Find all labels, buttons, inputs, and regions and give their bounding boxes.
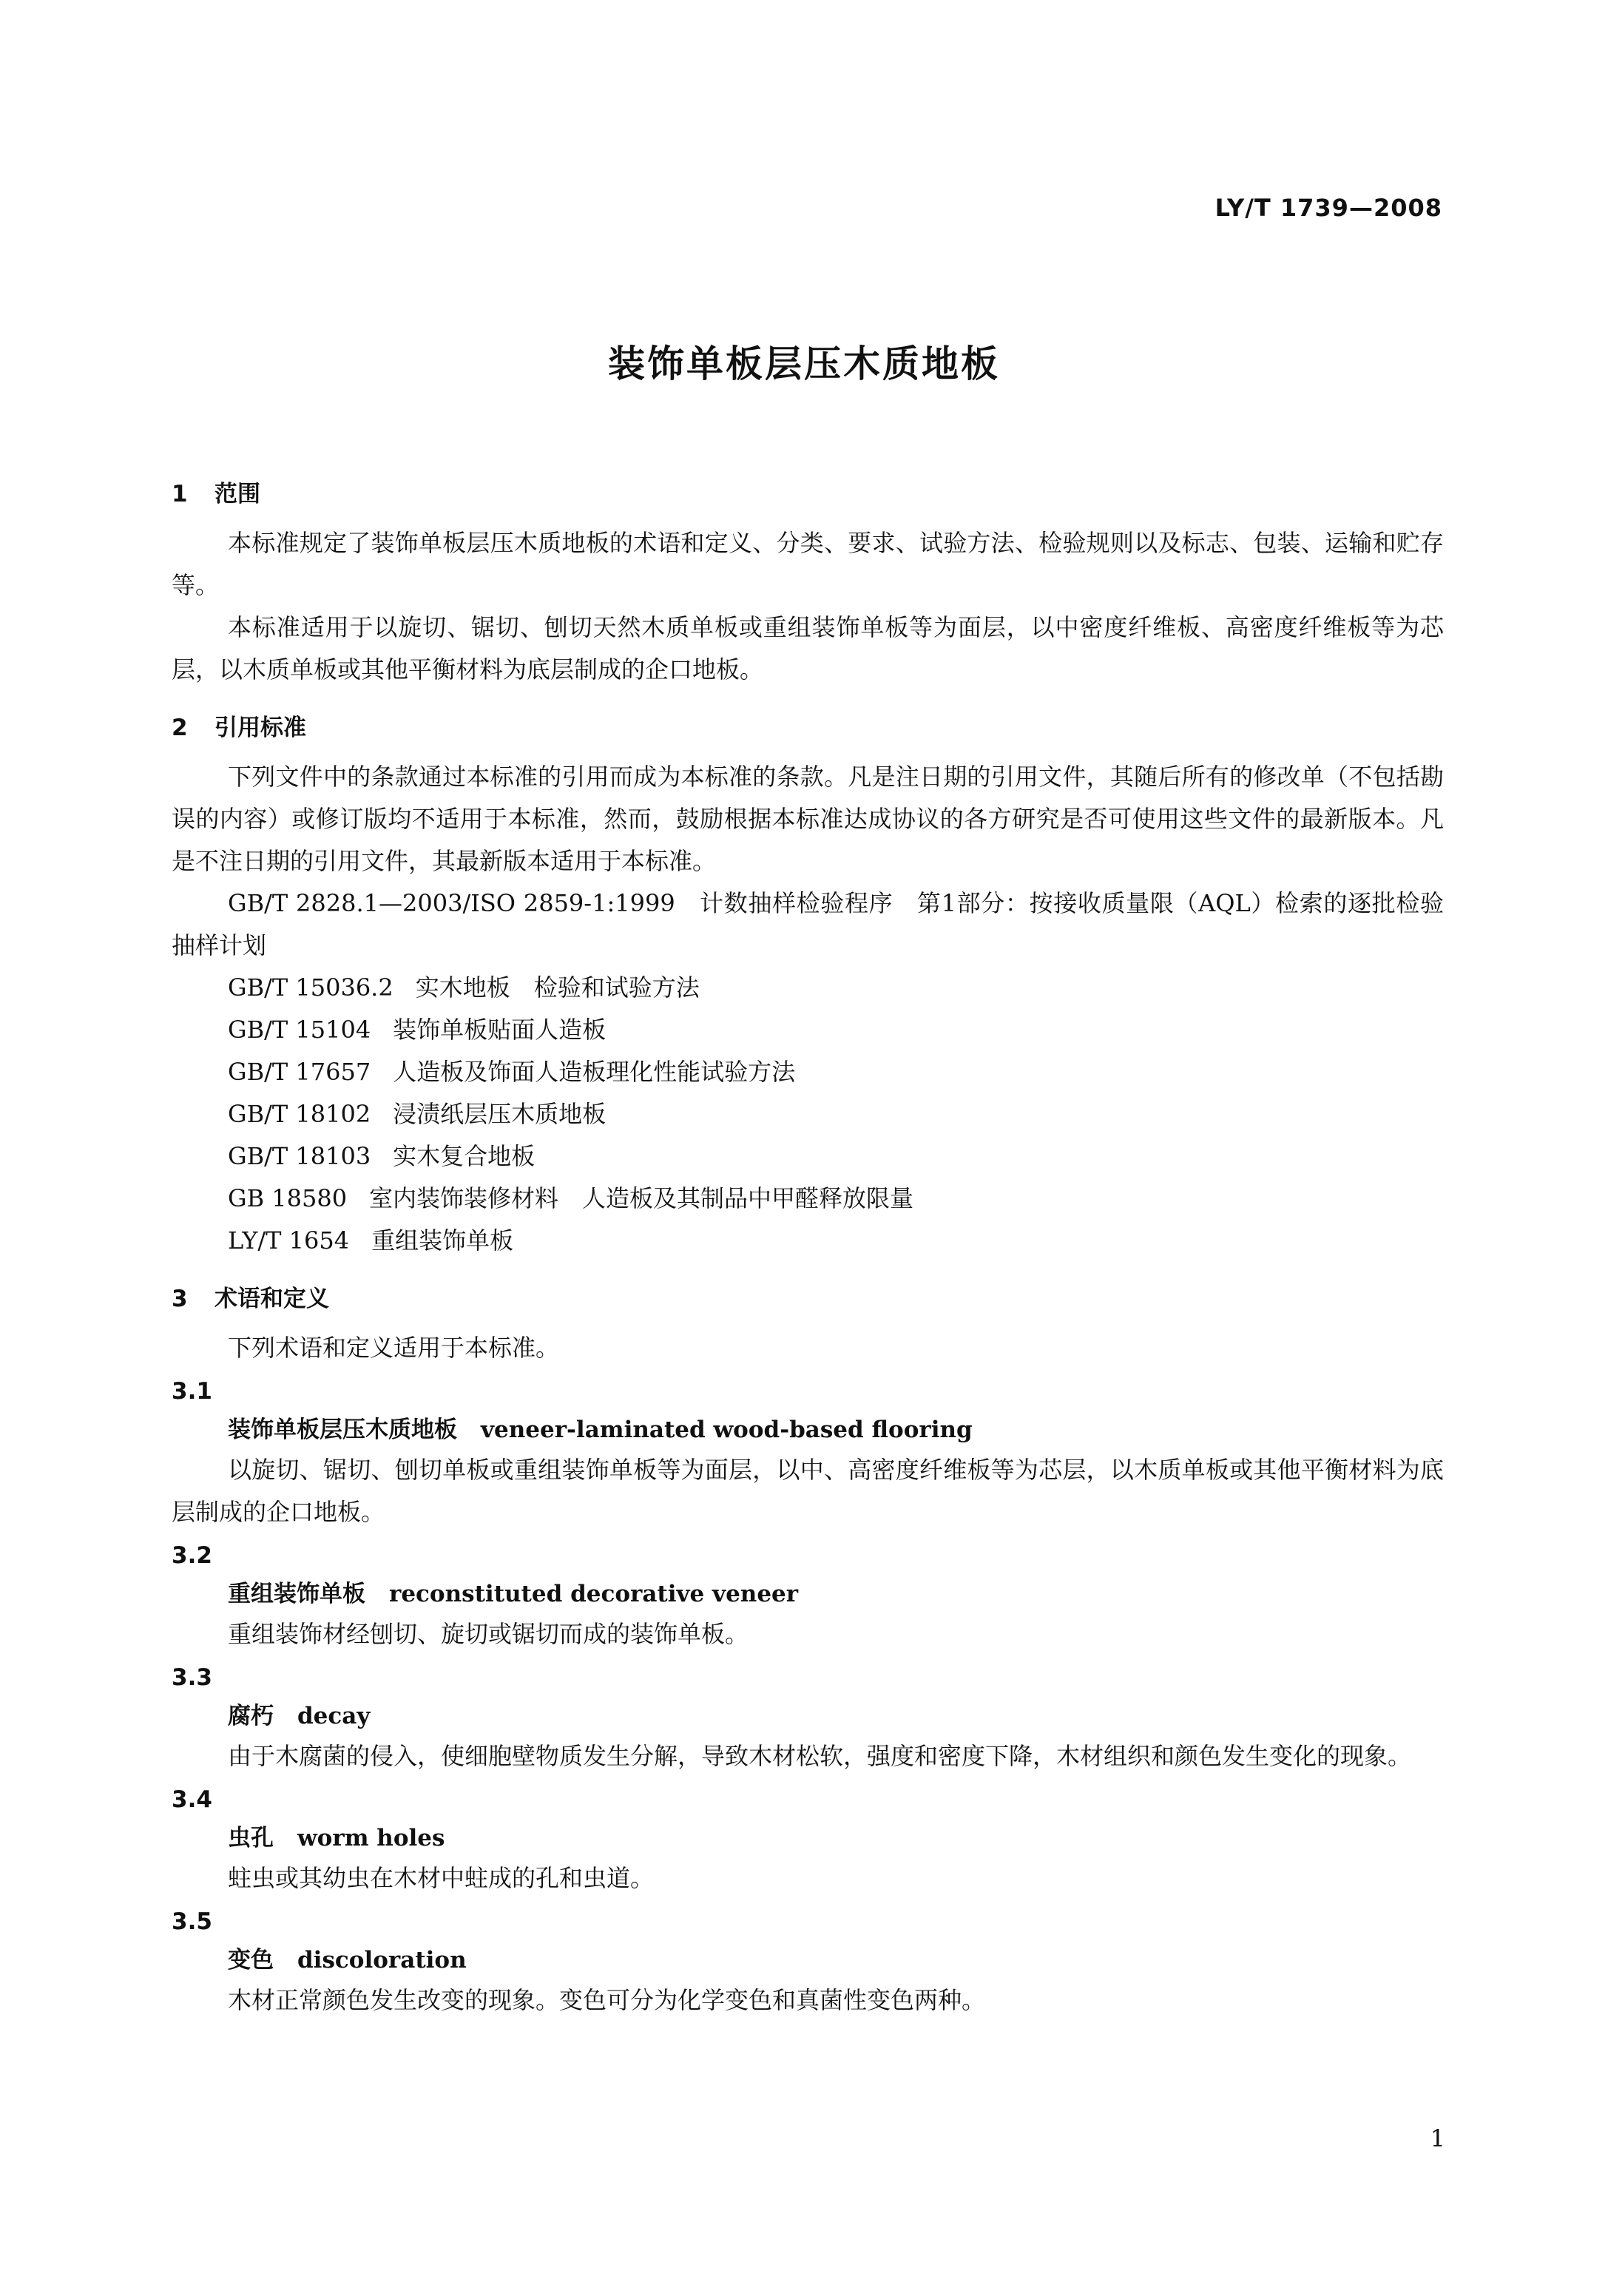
document-body	[172, 472, 1444, 2022]
term-definition: 由于木腐菌的侵入，使细胞壁物质发生分解，导致木材松软，强度和密度下降，木材组织和颜色发生变化的现象。	[228, 1742, 1412, 1770]
scope-paragraph-1: 本标准规定了装饰单板层压木质地板的术语和定义、分类、要求、试验方法、检验规则以及标志、包装、运输和贮存等。	[172, 529, 1444, 599]
scope-paragraph-2: 本标准适用于以旋切、锯切、刨切天然木质单板或重组装饰单板等为面层，以中密度纤维板、高密度纤维板等为芯层，以木质单板或其他平衡材料为底层制成的企口地板。	[172, 613, 1444, 683]
reference-item: GB/T 15036.2 实木地板 检验和试验方法	[228, 973, 700, 1002]
section-heading-scope: 1 范围	[172, 481, 260, 507]
standard-number: LY/T 1739—2008	[1215, 194, 1442, 222]
term-heading: 装饰单板层压木质地板 veneer-laminated wood-based flooring	[228, 1417, 973, 1443]
term-definition: 以旋切、锯切、刨切单板或重组装饰单板等为面层，以中、高密度纤维板等为芯层，以木质单板或其他平衡材料为底层制成的企口地板。	[172, 1456, 1444, 1526]
clause-number: 3.5	[172, 1908, 212, 1935]
term-heading: 腐朽 decay	[228, 1703, 371, 1729]
section-heading-references: 2 引用标准	[172, 715, 306, 741]
reference-item: GB/T 17657 人造板及饰面人造板理化性能试验方法	[228, 1058, 796, 1086]
document-title: 装饰单板层压木质地板	[608, 342, 1000, 385]
reference-item: GB/T 18102 浸渍纸层压木质地板	[228, 1100, 607, 1128]
section-heading-terms: 3 术语和定义	[172, 1286, 329, 1312]
reference-item: GB 18580 室内装饰装修材料 人造板及其制品中甲醛释放限量	[228, 1184, 914, 1212]
terms-intro: 下列术语和定义适用于本标准。	[228, 1334, 560, 1362]
clause-number: 3.4	[172, 1786, 212, 1813]
term-definition: 蛀虫或其幼虫在木材中蛀成的孔和虫道。	[228, 1864, 655, 1892]
page-number: 1	[1430, 2124, 1445, 2152]
clause-number: 3.3	[172, 1664, 212, 1691]
reference-item: GB/T 15104 装饰单板贴面人造板	[228, 1016, 607, 1044]
term-definition: 木材正常颜色发生改变的现象。变色可分为化学变色和真菌性变色两种。	[228, 1986, 986, 2014]
reference-item: GB/T 18103 实木复合地板	[228, 1142, 536, 1170]
reference-item: GB/T 2828.1—2003/ISO 2859-1:1999 计数抽样检验程序 第1部分：按接收质量限（AQL）检索的逐批检验抽样计划	[172, 889, 1444, 959]
term-heading: 虫孔 worm holes	[228, 1825, 445, 1851]
term-heading: 变色 discoloration	[228, 1947, 467, 1973]
clause-number: 3.1	[172, 1378, 212, 1405]
clause-number: 3.2	[172, 1542, 212, 1569]
references-intro: 下列文件中的条款通过本标准的引用而成为本标准的条款。凡是注日期的引用文件，其随后所有的修改单（不包括勘误的内容）或修订版均不适用于本标准，然而，鼓励根据本标准达成协议的各方研究是否可使用这些文件的最新版本。凡是不注日期的引用文件，其最新版本适用于本标准。	[172, 763, 1444, 875]
term-heading: 重组装饰单板 reconstituted decorative veneer	[228, 1581, 799, 1607]
reference-item: LY/T 1654 重组装饰单板	[228, 1226, 514, 1255]
term-definition: 重组装饰材经刨切、旋切或锯切而成的装饰单板。	[228, 1620, 749, 1648]
